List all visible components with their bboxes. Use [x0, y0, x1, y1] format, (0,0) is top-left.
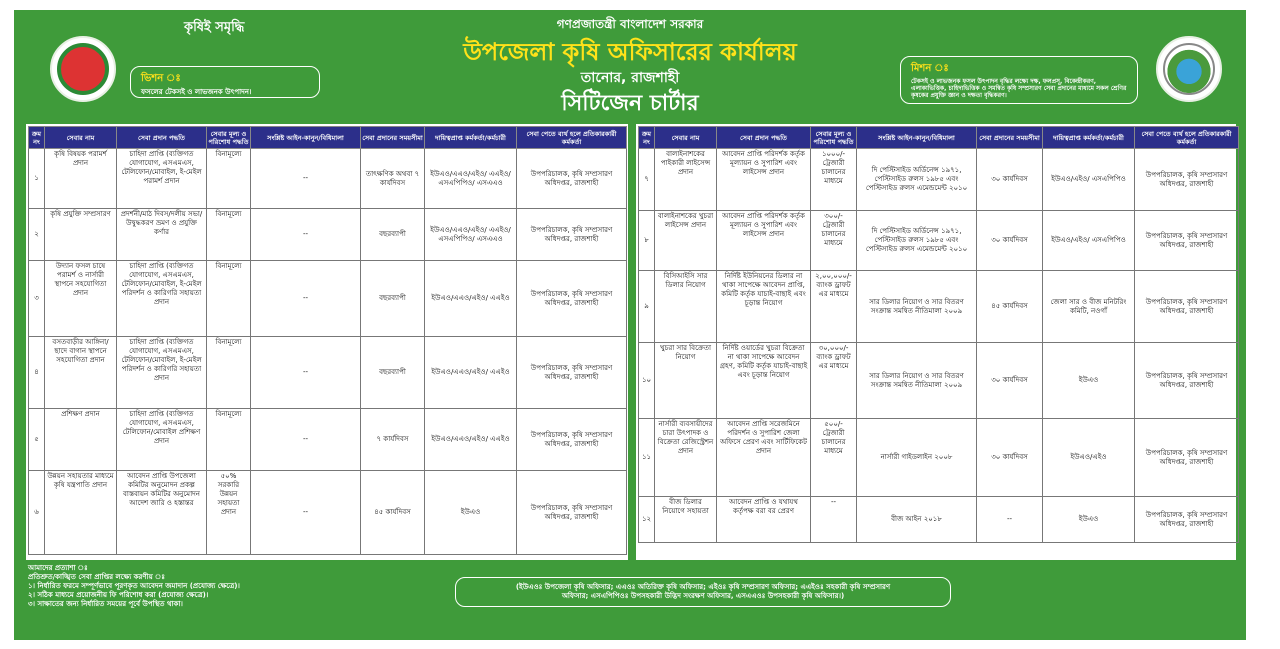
cell-sl: ১১ [639, 419, 655, 497]
cell-officer: ইউএও/এএও/এইও/ এএইও/এসএপিপিও/ এসএএও [425, 209, 517, 261]
cell-method: আবেদন প্রাপ্তি সরেজমিনে পরিদর্শন ও সুপারিশ জেলা অফিসে প্রেরণ এবং সার্টিফিকেট প্রদান [717, 419, 811, 497]
cell-time: ৭ কার্যদিবস [361, 409, 425, 471]
cell-law: -- [251, 261, 361, 337]
column-header: সংশ্লিষ্ট আইন-কানুন/বিধিমালা [857, 127, 977, 149]
cell-name: বসতবাড়ীর আঙ্গিনা/ছাদে বাগান স্থাপনে সহযোগিতা প্রদান [45, 337, 117, 409]
table-row [639, 497, 1239, 543]
cell-remedy: উপপরিচালক, কৃষি সম্প্রসারণ অধিদপ্তর, রাজশাহী [517, 149, 627, 209]
cell-law: দি পেস্টিসাইড অর্ডিনেন্স ১৯৭১, পেস্টিসাইড রুলস ১৯৮৫ এবং পেস্টিসাইড রুলস এমেন্ডমেন্ট ২০১০ [857, 211, 977, 271]
abbreviation-box [455, 577, 951, 607]
table-row [29, 337, 627, 409]
cell-officer: ইউএও/এএও/এইও/ এএইও [425, 261, 517, 337]
cell-method: প্রদর্শনী/মাঠ দিবস/দলীয় সভা/উদ্বুদ্ধকরণ ভ্রমণ ও প্রযুক্তি কর্ণার [117, 209, 207, 261]
cell-name: খুচরা সার বিক্রেতা নিয়োগ [655, 343, 717, 419]
vision-title: ভিশন ঃ [141, 73, 181, 84]
cell-time: ৪৫ কার্যদিবস [361, 471, 425, 555]
cell-remedy: উপপরিচালক, কৃষি সম্প্রসারণ অধিদপ্তর, রাজশাহী [1135, 149, 1239, 211]
cell-fee: ৫০০/- ট্রেজারী চালানের মাধ্যমে [811, 419, 857, 497]
cell-fee: বিনামূল্যে [207, 337, 251, 409]
table-row [639, 343, 1239, 419]
cell-name: কৃষি প্রযুক্তি সম্প্রসারণ [45, 209, 117, 261]
cell-fee: ১০০০/- ট্রেজারী চালানের মাধ্যমে [811, 149, 857, 211]
expect-title: আমাদের প্রত্যাশা ঃ [28, 564, 88, 572]
cell-remedy: উপপরিচালক, কৃষি সম্প্রসারণ অধিদপ্তর, রাজশাহী [517, 261, 627, 337]
cell-sl: ৬ [29, 471, 45, 555]
cell-method: আবেদন প্রাপ্তি ও যথাযথ কর্তৃপক্ষ বরা বর প্রেরণ [717, 497, 811, 543]
cell-remedy: উপপরিচালক, কৃষি সম্প্রসারণ অধিদপ্তর, রাজশাহী [517, 337, 627, 409]
cell-time: ৪৫ কার্যদিবস [977, 271, 1043, 343]
cell-remedy: উপপরিচালক, কৃষি সম্প্রসারণ অধিদপ্তর, রাজশাহী [517, 209, 627, 261]
cell-sl: ৩ [29, 261, 45, 337]
cell-method: আবেদন প্রাপ্তি পরিদর্শক কর্তৃক মূল্যায়ন ও সুপারিশ এবং লাইসেন্স প্রদান [717, 149, 811, 211]
cell-name: উদ্যান ফসল চাষে পরামর্শ ও নার্সারী স্থাপনে সহযোগিতা প্রদান [45, 261, 117, 337]
abbr-line-1: (ইউএওঃ উপজেলা কৃষি অফিসার; এএওঃ অতিরিক্ত কৃষি অফিসার; এইওঃ কৃষি সম্প্রসারণ অফিসার; এএইওঃ সহকারী কৃষি সম্প্রসারণ [515, 583, 891, 591]
table-row [29, 149, 627, 209]
table-row [639, 419, 1239, 497]
table-row [639, 271, 1239, 343]
cell-law: -- [251, 149, 361, 209]
column-header: সেবা পেতে ব্যর্থ হলে প্রতিকারকারী কর্মকর্তা [1135, 127, 1239, 149]
cell-officer: জেলা সার ও বীজ মনিটরিং কমিটি, নওগাঁ [1043, 271, 1135, 343]
cell-name: কৃষি বিষয়ক পরামর্শ প্রদান [45, 149, 117, 209]
expect-item-3: ৩। সাক্ষাতের জন্য নির্ধারিত সময়ের পূর্বে উপস্থিত থাকা। [28, 600, 183, 608]
cell-time: ৩০ কার্যদিবস [977, 149, 1043, 211]
cell-name: বালাইনাশকের পাইকারী লাইসেন্স প্রদান [655, 149, 717, 211]
cell-fee: বিনামূল্যে [207, 149, 251, 209]
mission-box [900, 56, 1138, 104]
cell-name: প্রশিক্ষণ প্রদান [45, 409, 117, 471]
right-table-panel [636, 124, 1236, 560]
cell-law: -- [251, 337, 361, 409]
cell-remedy: উপপরিচালক, কৃষি সম্প্রসারণ অধিদপ্তর, রাজশাহী [1135, 497, 1239, 543]
expect-sub: প্রতিশ্রুত/কাঙ্খিত সেবা প্রাপ্তির লক্ষ্যে করণীয় ঃ [28, 573, 165, 581]
column-header: সেবা প্রদান পদ্ধতি [117, 127, 207, 149]
footer-expectations [28, 564, 240, 609]
cell-officer: ইউএও/এইও [1043, 419, 1135, 497]
cell-sl: ৭ [639, 149, 655, 211]
cell-sl: ৮ [639, 211, 655, 271]
cell-remedy: উপপরিচালক, কৃষি সম্প্রসারণ অধিদপ্তর, রাজশাহী [1135, 211, 1239, 271]
cell-time: ৩০ কার্যদিবস [977, 419, 1043, 497]
cell-fee: -- [811, 497, 857, 543]
column-header: দায়িত্বপ্রাপ্ত কর্মকর্তা/কর্মচারী [1043, 127, 1135, 149]
cell-fee: ৩০,০০০/- ব্যাংক ড্রাফট এর মাধ্যমে [811, 343, 857, 419]
motto: কৃষিই সমৃদ্ধি [184, 20, 245, 35]
header [14, 10, 1246, 122]
cell-time: বছরব্যাপী [361, 209, 425, 261]
abbr-line-2: অফিসার; এসএপিপিওঃ উপসহকারী উদ্ভিদ সংরক্ষণ অফিসার, এসএএওঃ উপসহকারী কৃষি অফিসার।) [561, 592, 845, 600]
location: তানোর, রাজশাহী [580, 70, 680, 86]
column-header: সেবার নাম [45, 127, 117, 149]
table-row [639, 211, 1239, 271]
expect-item-1: ১। নির্ধারিত ফরমে সম্পূর্ণভাবে পূরণকৃত আবেদন জমাদান (প্রযোজ্য ক্ষেত্রে)। [28, 582, 240, 590]
cell-time: ৩০ কার্যদিবস [977, 343, 1043, 419]
cell-fee: বিনামূল্যে [207, 409, 251, 471]
cell-method: আবেদন প্রাপ্তি পরিদর্শক কর্তৃক মূল্যায়ন ও সুপারিশ এবং লাইসেন্স প্রদান [717, 211, 811, 271]
vision-text: ফসলের টেকসই ও লাভজনক উৎপাদন। [141, 88, 252, 96]
column-header: সেবার মূল্য ও পরিশোধ পদ্ধতি [811, 127, 857, 149]
office-title: উপজেলা কৃষি অফিসারের কার্যালয় [463, 38, 797, 66]
table-row [29, 261, 627, 337]
expect-item-2: ২। সঠিক মাধ্যমে প্রয়োজনীয় ফি পরিশোধ করা (প্রযোজ্য ক্ষেত্রে)। [28, 591, 209, 599]
cell-time: বছরব্যাপী [361, 337, 425, 409]
column-header: দায়িত্বপ্রাপ্ত কর্মকর্তা/কর্মচারী [425, 127, 517, 149]
cell-time: ৩০ কার্যদিবস [977, 211, 1043, 271]
cell-remedy: উপপরিচালক, কৃষি সম্প্রসারণ অধিদপ্তর, রাজশাহী [517, 471, 627, 555]
cell-officer: ইউএও/এএও/এইও/ এএইও [425, 337, 517, 409]
cell-name: বালাইনাশকের খুচরা লাইসেন্স প্রদান [655, 211, 717, 271]
cell-method: নির্দিষ্ট ওয়ার্ডের খুচরা বিক্রেতা না থাকা সাপেক্ষে আবেদন গ্রহণ, কমিটি কর্তৃক যাচাই-বাছাই এবং চূড়ান্ত নিয়োগ [717, 343, 811, 419]
cell-sl: ৫ [29, 409, 45, 471]
cell-law: সার ডিলার নিয়োগ ও সার বিতরণ সংক্রান্ত সমন্বিত নীতিমালা ২০০৯ [857, 271, 977, 343]
cell-remedy: উপপরিচালক, কৃষি সম্প্রসারণ অধিদপ্তর, রাজশাহী [1135, 343, 1239, 419]
cell-remedy: উপপরিচালক, কৃষি সম্প্রসারণ অধিদপ্তর, রাজশাহী [1135, 419, 1239, 497]
cell-officer: ইউএও/এএও/এইও/ এএইও/এসএপিপিও/ এসএএও [425, 149, 517, 209]
left-table-panel [26, 124, 628, 560]
cell-sl: ২ [29, 209, 45, 261]
cell-fee: বিনামূল্যে [207, 261, 251, 337]
cell-method: চাহিদা প্রাপ্তি (ব্যক্তিগত যোগাযোগ, এসএমএস, টেলিফোন/মোবাইল প্রশিক্ষণ প্রদান [117, 409, 207, 471]
cell-law: বীজ আইন ২০১৮ [857, 497, 977, 543]
cell-fee: ৫০% সরকারি উন্নয়ন সহায়তা প্রদান [207, 471, 251, 555]
cell-name: বীজ ডিলার নিয়োগে সহায়তা [655, 497, 717, 543]
column-header: সেবা প্রদান পদ্ধতি [717, 127, 811, 149]
charter-title: সিটিজেন চার্টার [561, 91, 699, 116]
cell-fee: বিনামূল্যে [207, 209, 251, 261]
cell-officer: ইউএও/এইও/ এসএপিপিও [1043, 149, 1135, 211]
column-header: সেবা প্রদানের সময়সীমা [361, 127, 425, 149]
cell-law: দি পেস্টিসাইড অর্ডিনেন্স ১৯৭১, পেস্টিসাইড রুলস ১৯৮৫ এবং পেস্টিসাইড রুলস এমেন্ডমেন্ট ২০১০ [857, 149, 977, 211]
right-service-table [638, 126, 1239, 543]
cell-method: চাহিদা প্রাপ্তি (ব্যক্তিগত যোগাযোগ, এসএমএস, টেলিফোন/মোবাইল, ই-মেইল পরামর্শ প্রদান [117, 149, 207, 209]
column-header: সেবার মূল্য ও পরিশোধ পদ্ধতি [207, 127, 251, 149]
cell-officer: ইউএও/এএও/এইও/ এএইও [425, 409, 517, 471]
cell-remedy: উপপরিচালক, কৃষি সম্প্রসারণ অধিদপ্তর, রাজশাহী [1135, 271, 1239, 343]
cell-sl: ৪ [29, 337, 45, 409]
dae-logo-icon [1156, 36, 1222, 102]
cell-method: চাহিদা প্রাপ্তি (ব্যক্তিগত যোগাযোগ, এসএমএস, টেলিফোন/মোবাইল, ই-মেইল পরিদর্শন ও কারিগরি সহায়তা প্রদান [117, 337, 207, 409]
column-header: সেবা পেতে ব্যর্থ হলে প্রতিকারকারী কর্মকর্তা [517, 127, 627, 149]
cell-time: বছরব্যাপী [361, 261, 425, 337]
cell-law: -- [251, 209, 361, 261]
left-header-row [29, 127, 627, 149]
cell-officer: ইউএও [425, 471, 517, 555]
govt-name: গণপ্রজাতন্ত্রী বাংলাদেশ সরকার [556, 17, 704, 31]
cell-law: -- [251, 409, 361, 471]
cell-method: আবেদন প্রাপ্তি উপজেলা কমিটির অনুমোদন প্রকল্প বাস্তবায়ন কমিটির অনুমোদন আদেশ জারি ও হস্তান্তর [117, 471, 207, 555]
mission-text: টেকসই ও লাভজনক ফসল উৎপাদন বৃদ্ধির লক্ষ্যে দক্ষ, ফলপ্রসূ, বিকেন্দ্রীকরণ, এলাকাভিত্তিক, চাহিদাভিত্তিক ও সমন্বিত কৃষি সম্প্রসারণ সেবা প্রদানের মাধ্যমে সকল শ্রেণির কৃষকের প্রযুক্তি জ্ঞান ও দক্ষতা বৃদ্ধিকরণ। [911, 78, 1127, 99]
right-edge-strip [1246, 0, 1280, 649]
cell-time: -- [977, 497, 1043, 543]
mission-title: মিশন ঃ [911, 63, 949, 74]
cell-time: তাৎক্ষণিক অথবা ৭ কার্যদিবস [361, 149, 425, 209]
right-header-row [639, 127, 1239, 149]
cell-method: চাহিদা প্রাপ্তি (ব্যক্তিগত যোগাযোগ, এসএমএস, টেলিফোন/মোবাইল, ই-মেইল পরিদর্শন ও কারিগরি সহায়তা প্রদান [117, 261, 207, 337]
table-row [29, 471, 627, 555]
column-header: ক্রম নং [29, 127, 45, 149]
cell-name: বিসিআইসি সার ডিলার নিয়োগ [655, 271, 717, 343]
left-service-table [28, 126, 627, 555]
cell-sl: ৯ [639, 271, 655, 343]
cell-officer: ইউএও [1043, 497, 1135, 543]
cell-law: সার ডিলার নিয়োগ ও সার বিতরণ সংক্রান্ত সমন্বিত নীতিমালা ২০০৯ [857, 343, 977, 419]
column-header: সংশ্লিষ্ট আইন-কানুন/বিধিমালা [251, 127, 361, 149]
table-row [29, 409, 627, 471]
cell-method: নির্দিষ্ট ইউনিয়নের ডিলার না থাকা সাপেক্ষে আবেদন প্রাপ্তি, কমিটি কর্তৃক যাচাই-বাছাই এবং চূড়ান্ত নিয়োগ [717, 271, 811, 343]
cell-law: নার্সারী গাইডলাইন ২০০৮ [857, 419, 977, 497]
cell-law: -- [251, 471, 361, 555]
cell-officer: ইউএও [1043, 343, 1135, 419]
cell-officer: ইউএও/এইও/ এসএপিপিও [1043, 211, 1135, 271]
cell-sl: ১ [29, 149, 45, 209]
cell-fee: ৩০০/- ট্রেজারী চালানের মাধ্যমে [811, 211, 857, 271]
charter-board [14, 10, 1246, 640]
cell-sl: ১২ [639, 497, 655, 543]
column-header: সেবার নাম [655, 127, 717, 149]
table-row [639, 149, 1239, 211]
cell-remedy: উপপরিচালক, কৃষি সম্প্রসারণ অধিদপ্তর, রাজশাহী [517, 409, 627, 471]
cell-sl: ১০ [639, 343, 655, 419]
cell-fee: ২,০০,০০০/- ব্যাংক ড্রাফট এর মাধ্যমে [811, 271, 857, 343]
table-row [29, 209, 627, 261]
column-header: সেবা প্রদানের সময়সীমা [977, 127, 1043, 149]
cell-name: নার্সারী ব্যবসায়ীদের চারা উৎপাদক ও বিক্রেতা রেজিস্ট্রেশন প্রদান [655, 419, 717, 497]
column-header: ক্রম নং [639, 127, 655, 149]
cell-name: উন্নয়ন সহায়তার মাধ্যমে কৃষি যন্ত্রপাতি প্রদান [45, 471, 117, 555]
